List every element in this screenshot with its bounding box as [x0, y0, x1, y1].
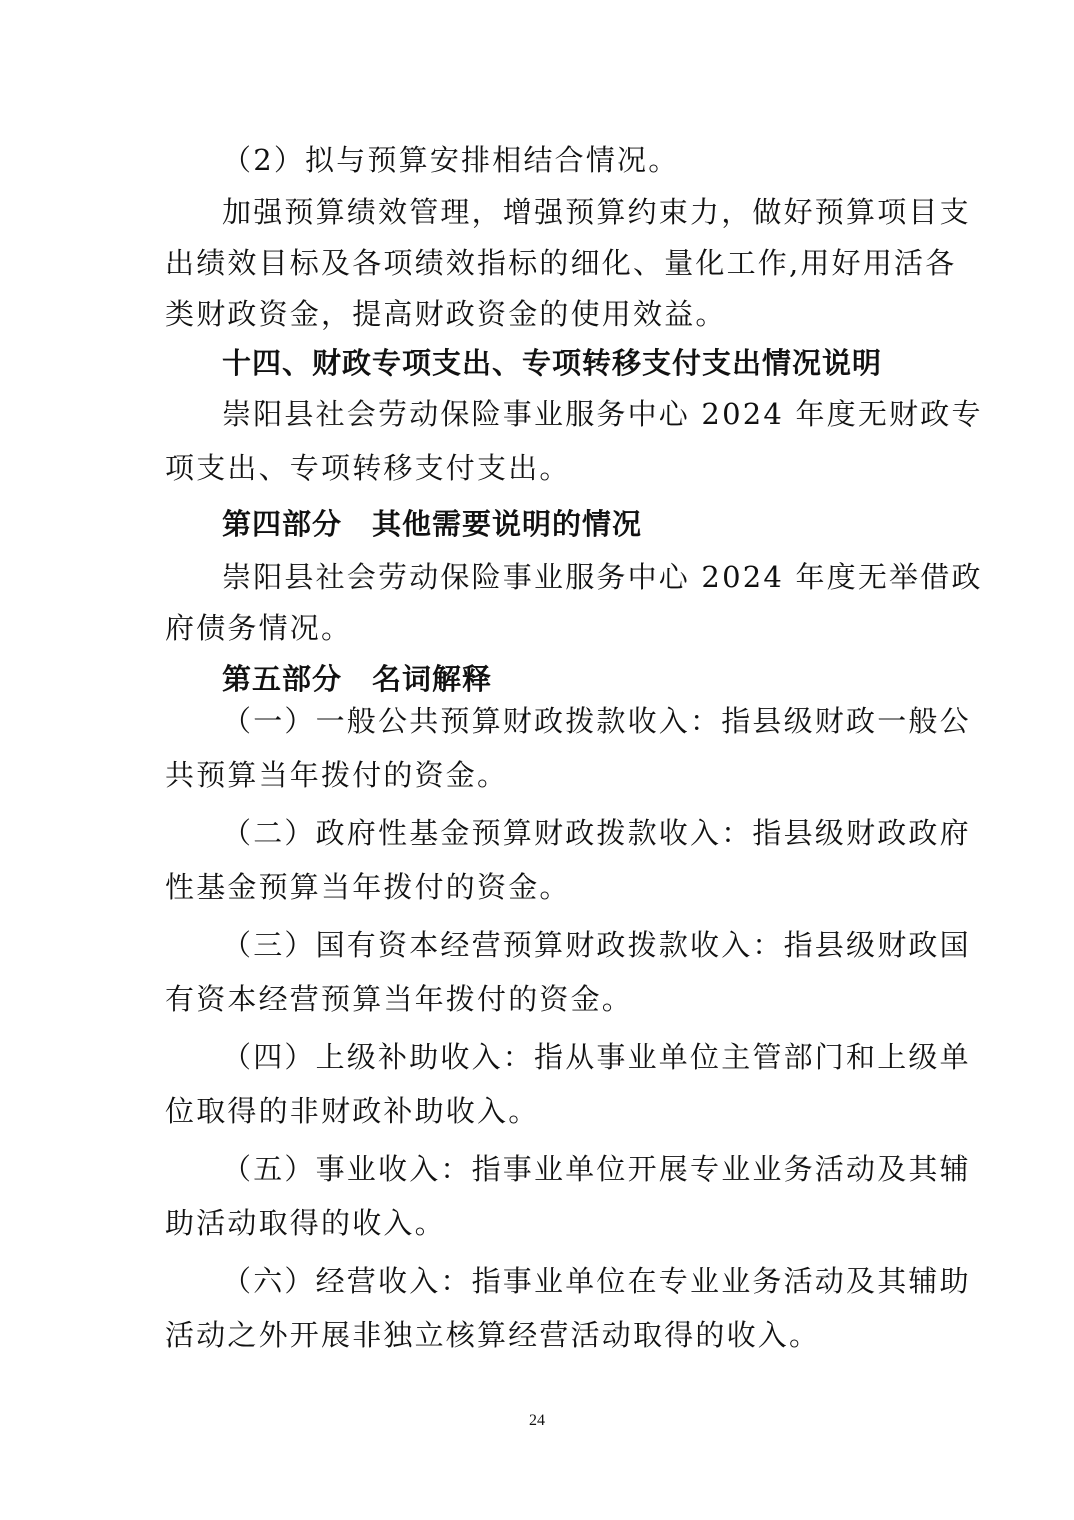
- paragraph-line: 性基金预算当年拨付的资金。: [165, 870, 571, 904]
- paragraph-line: （三）国有资本经营预算财政拨款收入：指县级财政国: [222, 928, 971, 962]
- section-heading: 第五部分 名词解释: [222, 662, 493, 696]
- paragraph-line: （二）政府性基金预算财政拨款收入：指县级财政政府: [222, 816, 971, 850]
- paragraph-line: 出绩效目标及各项绩效指标的细化、量化工作,用好用活各: [165, 246, 957, 280]
- paragraph-line: （2）拟与预算安排相结合情况。: [222, 143, 680, 177]
- paragraph-line: 加强预算绩效管理，增强预算约束力，做好预算项目支: [222, 195, 971, 229]
- paragraph-line: 活动之外开展非独立核算经营活动取得的收入。: [165, 1318, 821, 1352]
- paragraph-line: 助活动取得的收入。: [165, 1206, 446, 1240]
- paragraph-line: 崇阳县社会劳动保险事业服务中心 2024 年度无财政专: [222, 397, 983, 431]
- paragraph-line: （一）一般公共预算财政拨款收入：指县级财政一般公: [222, 704, 971, 738]
- paragraph-line: （四）上级补助收入：指从事业单位主管部门和上级单: [222, 1040, 971, 1074]
- paragraph-line: 项支出、专项转移支付支出。: [165, 451, 571, 485]
- paragraph-line: 有资本经营预算当年拨付的资金。: [165, 982, 634, 1016]
- paragraph-line: 类财政资金，提高财政资金的使用效益。: [165, 297, 727, 331]
- paragraph-line: 崇阳县社会劳动保险事业服务中心 2024 年度无举借政: [222, 560, 983, 594]
- section-heading: 第四部分 其他需要说明的情况: [222, 507, 643, 541]
- page-number: 24: [529, 1412, 545, 1429]
- paragraph-line: 府债务情况。: [165, 611, 353, 645]
- section-heading: 十四、财政专项支出、专项转移支付支出情况说明: [222, 346, 883, 380]
- paragraph-line: 位取得的非财政补助收入。: [165, 1094, 540, 1128]
- paragraph-line: （六）经营收入：指事业单位在专业业务活动及其辅助: [222, 1264, 971, 1298]
- paragraph-line: （五）事业收入：指事业单位开展专业业务活动及其辅: [222, 1152, 971, 1186]
- paragraph-line: 共预算当年拨付的资金。: [165, 758, 509, 792]
